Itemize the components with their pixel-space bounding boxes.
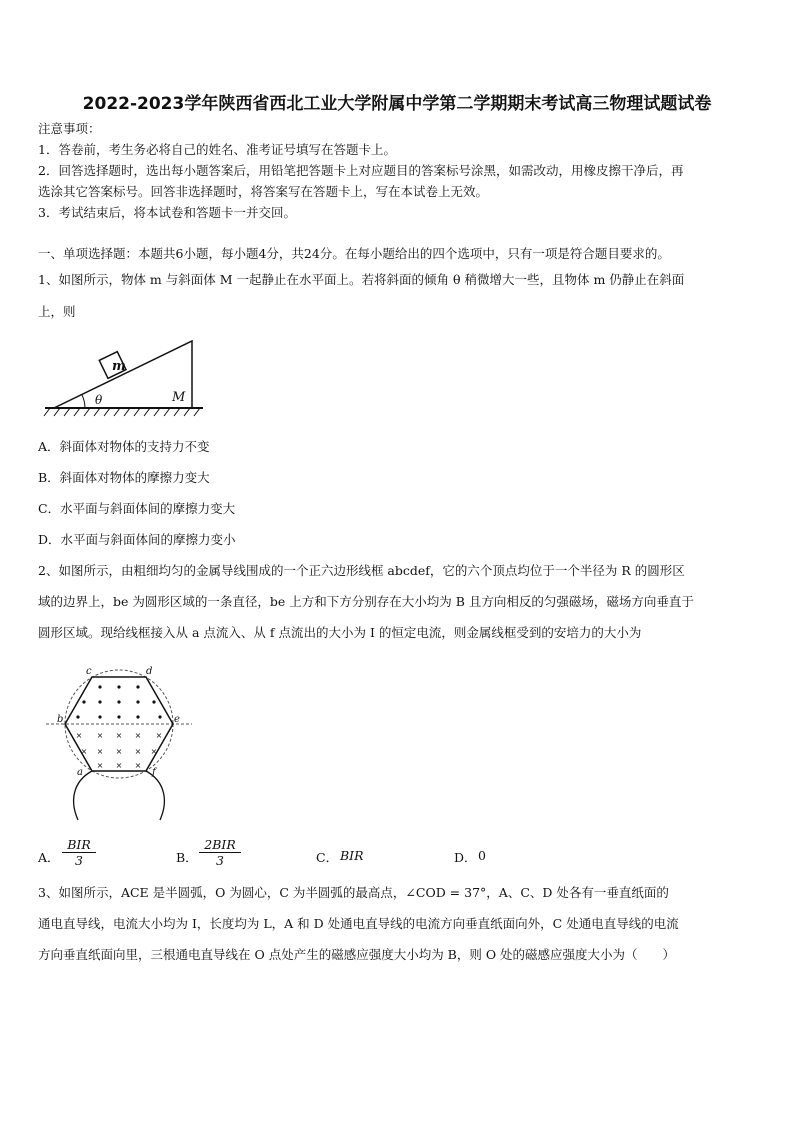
- svg-text:×: ×: [115, 731, 123, 740]
- q2-option-c-label: C．: [316, 850, 339, 865]
- q2-option-b-denominator: 3: [216, 853, 224, 868]
- q3-stem-line1: 3、如图所示，ACE 是半圆弧，O 为圆心，C 为半圆弧的最高点，∠COD = 37°，A、C、D 处各有一垂直纸面的: [38, 885, 669, 900]
- q1-incline-figure: [40, 338, 210, 420]
- svg-text:×: ×: [134, 731, 142, 740]
- q2-option-d-label: D．: [454, 850, 477, 865]
- notice-item-2: 2．回答选择题时，选出每小题答案后，用铅笔把答题卡上对应题目的答案标号涂黑，如需改动，用橡皮擦干净后，再: [38, 163, 684, 178]
- q2-option-b-fraction: [199, 837, 241, 868]
- svg-text:×: ×: [96, 747, 104, 756]
- notice-item-2-cont: 选涂其它答案标号。回答非选择题时，将答案写在答题卡上，写在本试卷上无效。: [38, 184, 489, 199]
- q1-stem-line1: 1、如图所示，物体 m 与斜面体 M 一起静止在水平面上。若将斜面的倾角 θ 稍微增大一些，且物体 m 仍静止在斜面: [38, 272, 685, 287]
- q2-option-c-value: BIR: [340, 848, 364, 863]
- svg-text:×: ×: [134, 761, 142, 770]
- q1-option-d: D．水平面与斜面体间的摩擦力变小: [38, 532, 236, 547]
- q3-stem-line2: 通电直导线，电流大小均为 I，长度均为 L，A 和 D 处通电直导线的电流方向垂直纸面向外，C 处通电直导线的电流: [38, 916, 679, 931]
- notice-heading: 注意事项：: [38, 121, 101, 136]
- svg-text:×: ×: [115, 761, 123, 770]
- q2-stem-line2: 域的边界上，be 为圆形区域的一条直径，be 上方和下方分别存在大小均为 B 且方向相反的匀强磁场，磁场方向垂直于: [38, 594, 694, 609]
- q1-label-m: m: [112, 359, 126, 374]
- q2-option-b-label: B．: [176, 850, 198, 865]
- q2-label-f: f: [152, 767, 156, 778]
- svg-text:×: ×: [80, 747, 88, 756]
- svg-text:×: ×: [96, 761, 104, 770]
- q2-option-a-denominator: 3: [75, 853, 83, 868]
- svg-text:×: ×: [75, 731, 83, 740]
- q2-option-a-label: A．: [38, 850, 60, 865]
- q1-option-a: A．斜面体对物体的支持力不变: [38, 439, 210, 454]
- q2-option-d-value: 0: [478, 848, 486, 863]
- q1-label-M: M: [172, 390, 186, 405]
- q2-stem-line1: 2、如图所示，由粗细均匀的金属导线围成的一个正六边形线框 abcdef，它的六个顶点均位于一个半径为 R 的圆形区: [38, 563, 685, 578]
- svg-text:×: ×: [134, 747, 142, 756]
- q2-label-b: b: [57, 714, 64, 725]
- notice-item-3: 3．考试结束后，将本试卷和答题卡一并交回。: [38, 205, 296, 220]
- q1-stem-line2: 上，则: [38, 304, 76, 319]
- q2-hexagon-figure: [42, 662, 192, 822]
- q2-label-d: d: [146, 666, 153, 677]
- q2-option-b-numerator: 2BIR: [199, 837, 241, 853]
- notice-item-1: 1．答卷前，考生务必将自己的姓名、准考证号填写在答题卡上。: [38, 142, 396, 157]
- svg-text:×: ×: [150, 747, 158, 756]
- q1-option-c: C．水平面与斜面体间的摩擦力变大: [38, 501, 236, 516]
- q2-option-a-numerator: BIR: [62, 837, 96, 853]
- q2-label-e: e: [174, 714, 180, 725]
- q2-label-a: a: [77, 767, 83, 778]
- q1-option-b: B．斜面体对物体的摩擦力变大: [38, 470, 210, 485]
- svg-text:×: ×: [155, 731, 163, 740]
- q2-stem-line3: 圆形区域。现给线框接入从 a 点流入、从 f 点流出的大小为 I 的恒定电流，则金属线框受到的安培力的大小为: [38, 625, 642, 640]
- page-title: 2022-2023学年陕西省西北工业大学附属中学第二学期期末考试高三物理试题试卷: [82, 94, 712, 114]
- svg-text:×: ×: [96, 731, 104, 740]
- q2-label-c: c: [86, 666, 92, 677]
- section-heading: 一、单项选择题：本题共6小题，每小题4分，共24分。在每小题给出的四个选项中，只有一项是符合题目要求的。: [38, 246, 670, 261]
- q3-stem-line3: 方向垂直纸面向里，三根通电直导线在 O 点处产生的磁感应强度大小均为 B，则 O 处的磁感应强度大小为（ ）: [38, 947, 676, 962]
- svg-text:×: ×: [115, 747, 123, 756]
- q1-label-theta: θ: [95, 393, 103, 407]
- q2-option-a-fraction: [62, 837, 96, 868]
